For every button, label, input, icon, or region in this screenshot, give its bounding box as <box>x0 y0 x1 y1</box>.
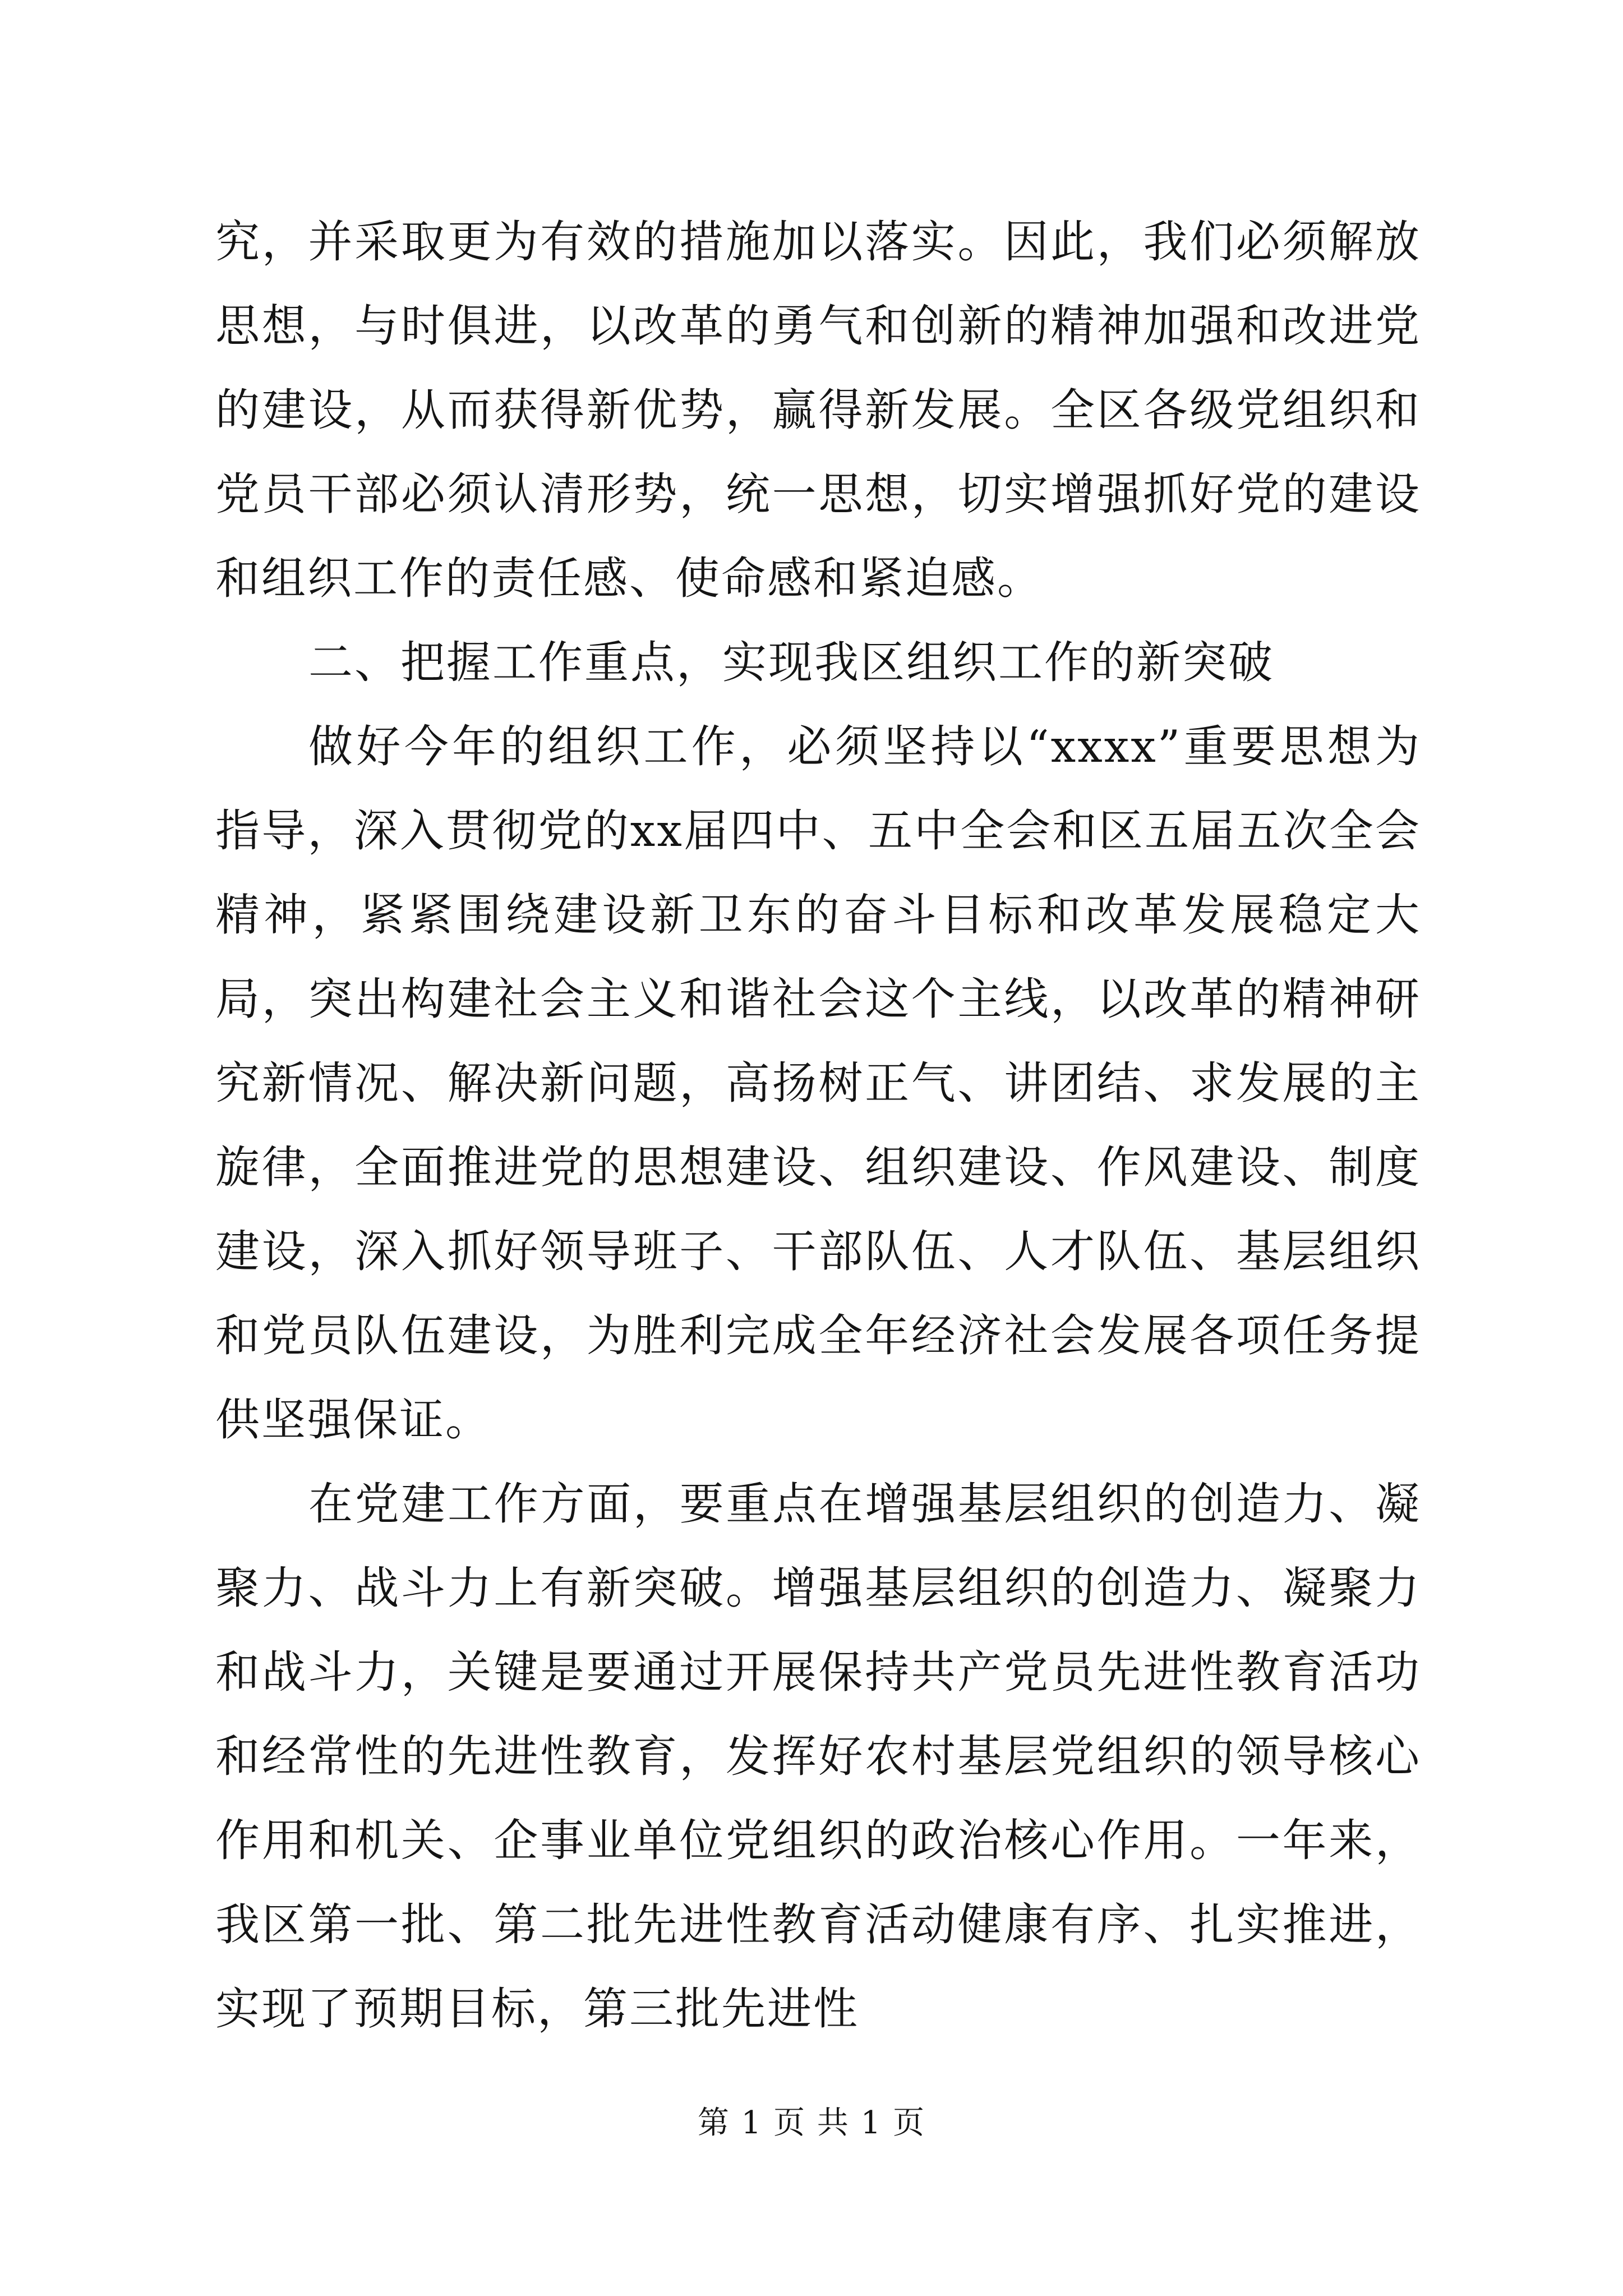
page-number-footer: 第 1 页 共 1 页 <box>697 2105 926 2141</box>
paragraph-guidance: 做好今年的组织工作，必须坚持以“xxxx”重要思想为指导，深入贯彻党的xx届四中、五中全会和区五届五次全会精神，紧紧围绕建设新卫东的奋斗目标和改革发展稳定大局，突出构建社会主义和谐社会这个主线，以改革的精神研究新情况、解决新问题，高扬树正气、讲团结、求发展的主旋律，全面推进党的思想建设、组织建设、作风建设、制度建设，深入抓好领导班子、干部队伍、人才队伍、基层组织和党员队伍建设，为胜利完成全年经济社会发展各项任务提供坚强保证。 <box>215 721 1421 1446</box>
paragraph-party-building: 在党建工作方面，要重点在增强基层组织的创造力、凝聚力、战斗力上有新突破。增强基层组织的创造力、凝聚力和战斗力，关键是要通过开展保持共产党员先进性教育活功和经常性的先进性教育，发挥好农村基层党组织的领导核心作用和机关、企事业单位党组织的政治核心作用。一年来，我区第一批、第二批先进性教育活动健康有序、扎实推进，实现了预期目标，第三批先进性 <box>215 1478 1421 2035</box>
document-body <box>215 200 1421 2051</box>
paragraph-continuation: 究，并采取更为有效的措施加以落实。因此，我们必须解放思想，与时俱进，以改革的勇气和创新的精神加强和改进党的建设，从而获得新优势，赢得新发展。全区各级党组织和党员干部必须认清形势，统一思想，切实增强抓好党的建设和组织工作的责任感、使命感和紧迫感。 <box>215 216 1421 604</box>
section-heading: 二、把握工作重点，实现我区组织工作的新突破 <box>308 637 1274 688</box>
